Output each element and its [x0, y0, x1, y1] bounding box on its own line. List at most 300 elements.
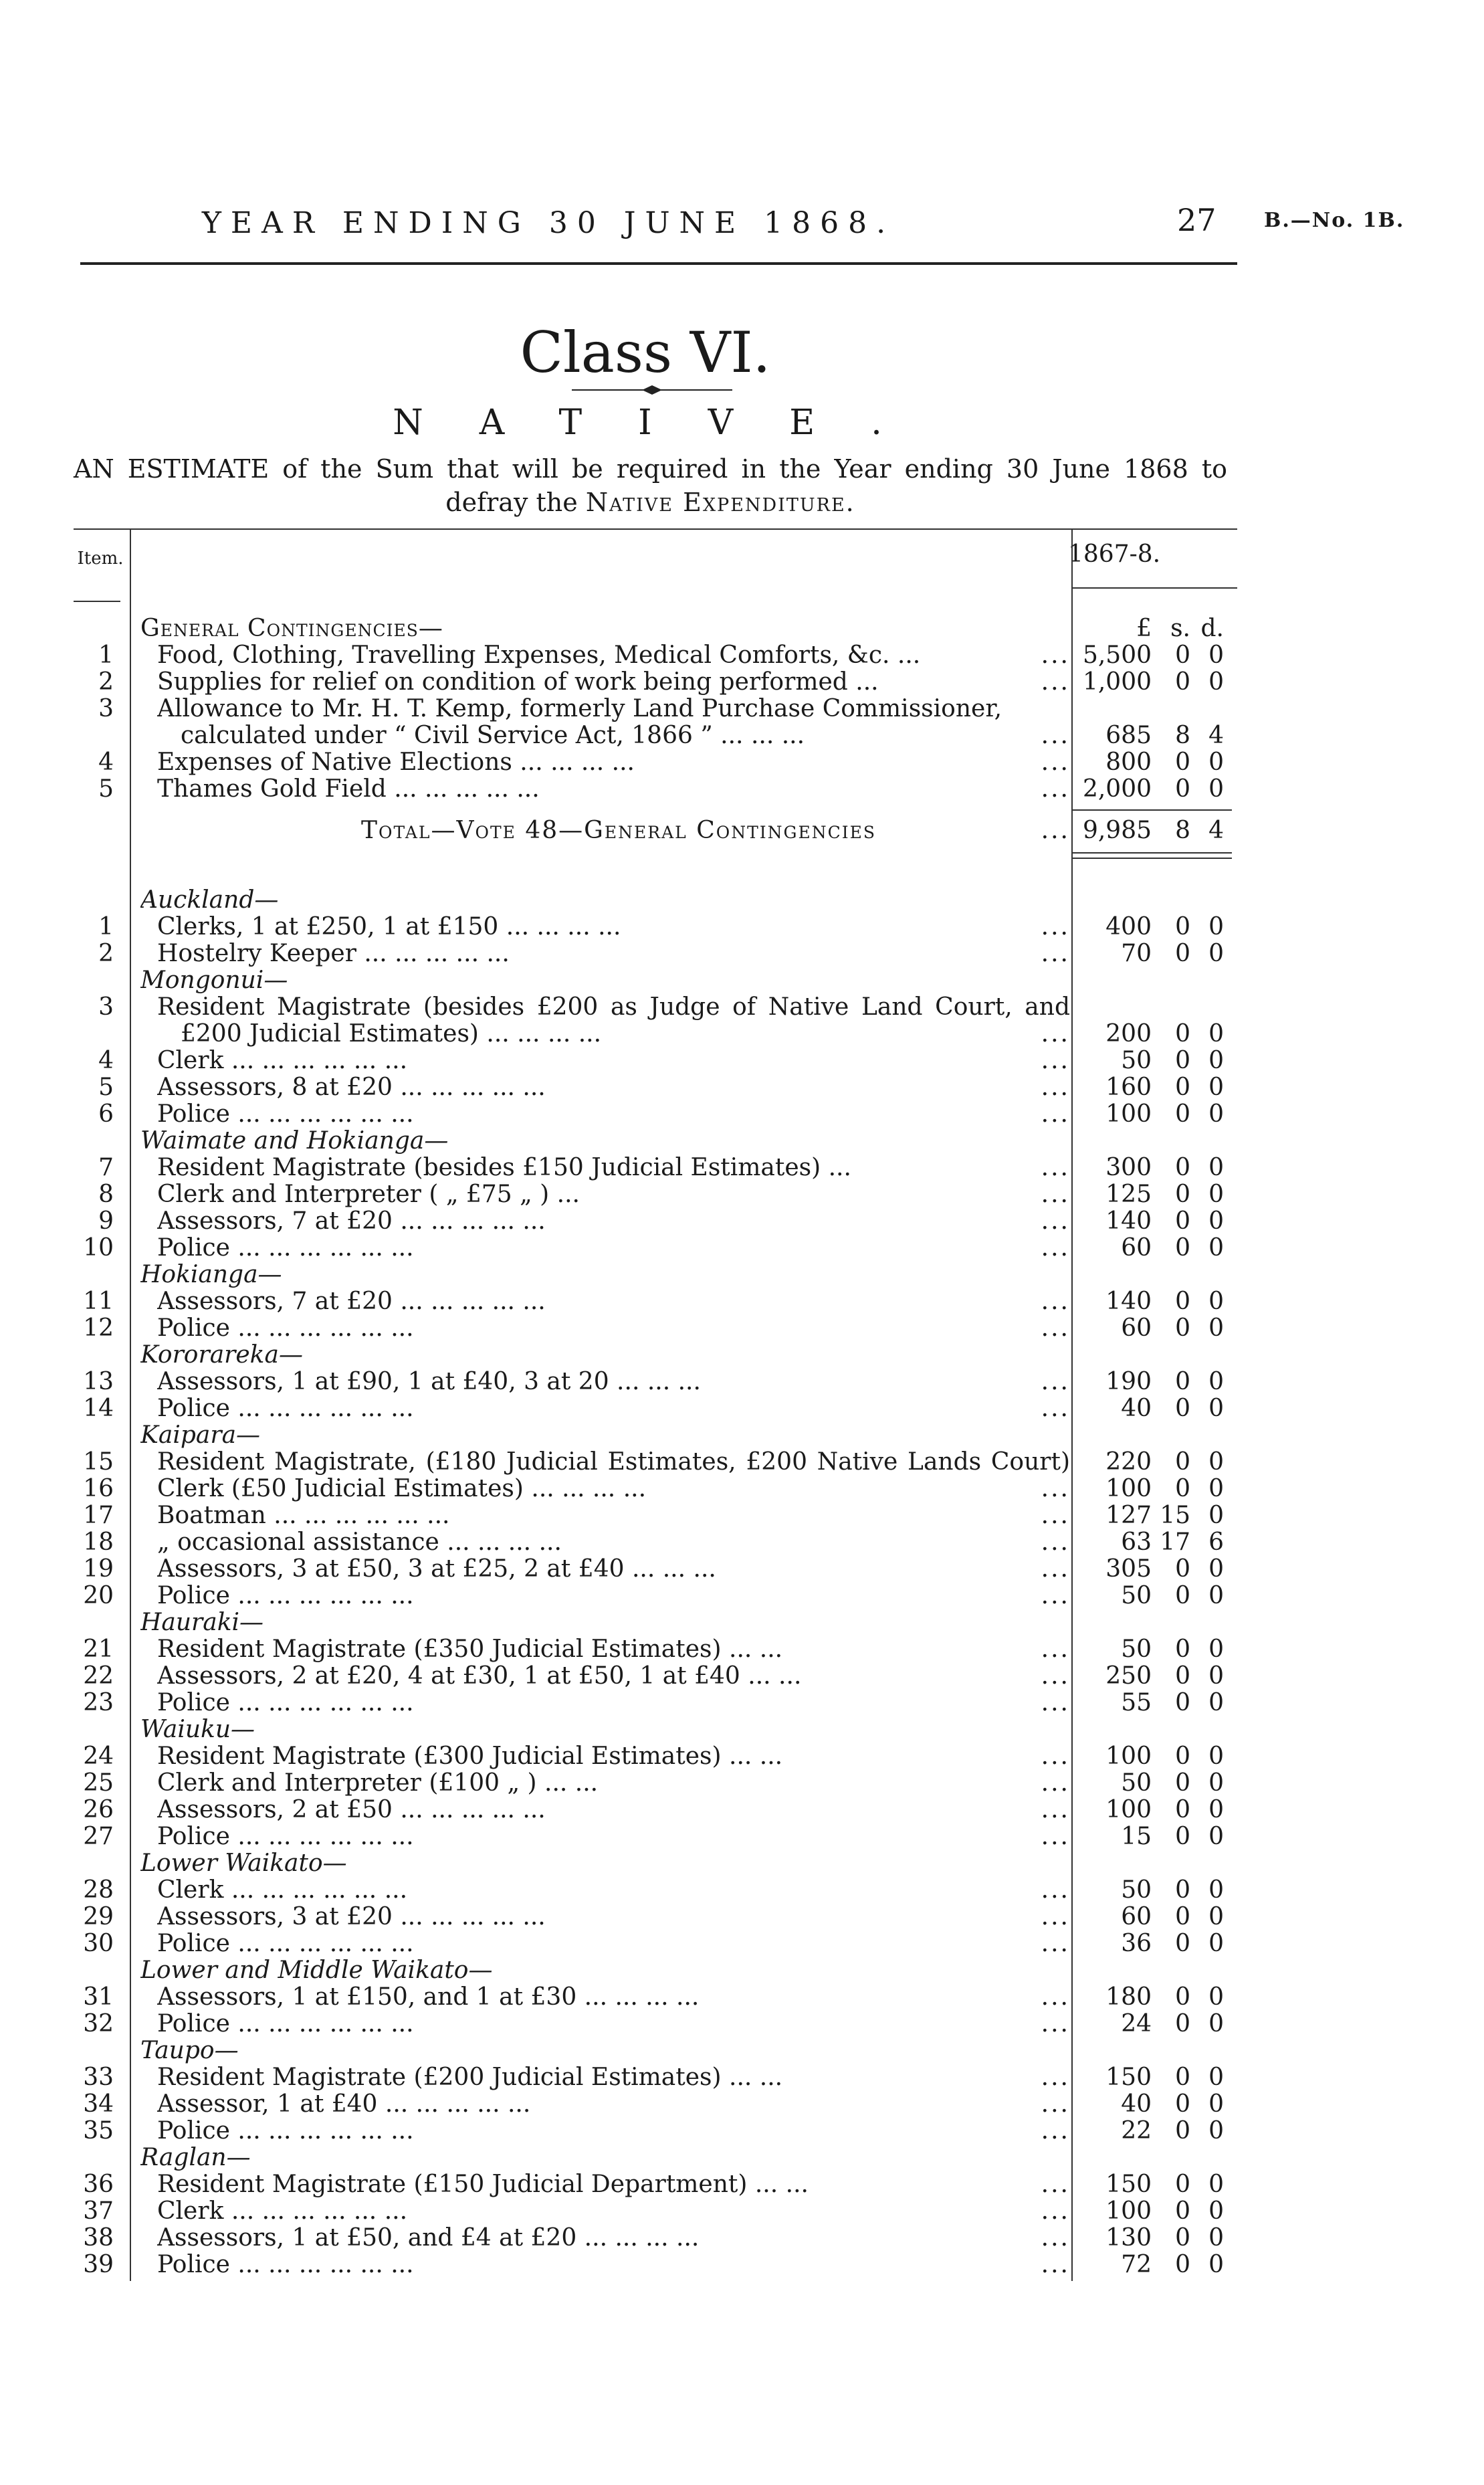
item-number: 23 — [83, 1689, 114, 1716]
item-number: 28 — [83, 1876, 114, 1904]
district-heading: Mongonui— — [140, 967, 288, 994]
amount-pence: 0 — [1208, 1769, 1224, 1797]
amount-pence: 0 — [1208, 668, 1224, 696]
subject-heading: NATIVE. — [393, 403, 938, 443]
amount-pence: 0 — [1208, 1234, 1224, 1262]
amount-pounds: 50 — [1121, 1582, 1152, 1609]
amount-pence: 0 — [1208, 1100, 1224, 1128]
amount-shillings: 0 — [1175, 1662, 1190, 1690]
item-number: 19 — [83, 1555, 114, 1583]
total-label: Total—Vote 48—General Contingencies — [361, 817, 877, 844]
table-row — [74, 2064, 1237, 2091]
leader-dots: ... — [1041, 913, 1070, 940]
amount-pence: 0 — [1208, 2117, 1224, 2145]
leader-dots: ... — [1041, 1047, 1070, 1074]
pounds-label: £ — [1136, 615, 1152, 642]
amount-pounds: 50 — [1121, 1769, 1152, 1797]
leader-dots: ... — [1041, 1020, 1070, 1048]
amount-pounds: 100 — [1105, 1796, 1152, 1823]
leader-dots: ... — [1041, 2171, 1070, 2198]
amount-pounds: 150 — [1105, 2064, 1152, 2091]
leader-dots: ... — [1041, 817, 1070, 844]
item-description: „ occasional assistance ... ... ... ... — [157, 1529, 562, 1556]
amount-pounds: 160 — [1105, 1074, 1152, 1101]
amount-shillings: 0 — [1175, 1368, 1190, 1395]
item-number: 30 — [83, 1930, 114, 1957]
district-heading: Taupo— — [140, 2037, 239, 2064]
amount-pence: 0 — [1208, 1743, 1224, 1770]
item-number: 26 — [83, 1796, 114, 1823]
item-description: Assessor, 1 at £40 ... ... ... ... ... — [157, 2091, 531, 2118]
amount-pounds: 55 — [1121, 1689, 1152, 1716]
table-row — [74, 2171, 1237, 2198]
section-heading: General Contingencies— — [140, 615, 443, 642]
item-description: Assessors, 8 at £20 ... ... ... ... ... — [157, 1074, 546, 1101]
item-number: 25 — [83, 1769, 114, 1797]
item-description: Clerk ... ... ... ... ... ... — [157, 1048, 408, 1074]
amount-pounds: 130 — [1105, 2224, 1152, 2252]
item-description: Assessors, 7 at £20 ... ... ... ... ... — [157, 1288, 546, 1315]
item-description: Assessors, 3 at £50, 3 at £25, 2 at £40 ... ... ... — [157, 1556, 716, 1583]
district-heading-row — [74, 2145, 1237, 2171]
amount-shillings: 0 — [1175, 940, 1190, 967]
item-number: 2 — [98, 668, 114, 696]
amount-pence: 0 — [1208, 2064, 1224, 2091]
item-description: Police ... ... ... ... ... ... — [157, 1395, 414, 1422]
item-description: Assessors, 3 at £20 ... ... ... ... ... — [157, 1904, 546, 1930]
item-description: Police ... ... ... ... ... ... — [157, 1583, 414, 1609]
table-row — [74, 1556, 1237, 1583]
amount-pounds: 685 — [1105, 722, 1152, 749]
item-number: 3 — [98, 993, 114, 1021]
table-row — [74, 1904, 1237, 1930]
amount-pounds: 50 — [1121, 1635, 1152, 1663]
amount-shillings: 0 — [1175, 2224, 1190, 2252]
table-row — [74, 1208, 1237, 1235]
amount-pounds: 150 — [1105, 2171, 1152, 2198]
leader-dots: ... — [1041, 1528, 1070, 1556]
running-title: YEAR ENDING 30 JUNE 1868. — [201, 206, 895, 240]
amount-shillings: 0 — [1175, 1154, 1190, 1181]
amount-pounds: 5,500 — [1082, 641, 1152, 669]
table-row — [74, 1021, 1237, 1048]
amount-shillings: 0 — [1175, 1555, 1190, 1583]
amount-pence: 0 — [1208, 2090, 1224, 2118]
amount-pounds: 250 — [1105, 1662, 1152, 1690]
amount-shillings: 0 — [1175, 1930, 1190, 1957]
amount-pence: 0 — [1208, 2251, 1224, 2278]
amount-shillings: 0 — [1175, 1314, 1190, 1342]
item-number: 22 — [83, 1662, 114, 1690]
amount-pence: 0 — [1208, 1502, 1224, 1529]
item-description: Supplies for relief on condition of work being performed ... — [157, 669, 879, 696]
page-number: 27 — [1177, 202, 1216, 238]
amount-pounds: 9,985 — [1082, 817, 1152, 844]
amount-shillings: 0 — [1175, 1448, 1190, 1476]
item-number: 36 — [83, 2171, 114, 2198]
amount-shillings: 0 — [1175, 1207, 1190, 1235]
amount-pence: 0 — [1208, 1154, 1224, 1181]
amount-pounds: 200 — [1105, 1020, 1152, 1048]
table-row — [74, 1930, 1237, 1957]
amount-pounds: 100 — [1105, 1100, 1152, 1128]
item-number: 37 — [83, 2197, 114, 2225]
amount-pounds: 220 — [1105, 1448, 1152, 1476]
amount-shillings: 0 — [1175, 668, 1190, 696]
amount-shillings: 0 — [1175, 1769, 1190, 1797]
item-description: Resident Magistrate (£300 Judicial Estimates) ... ... — [157, 1743, 783, 1770]
leader-dots: ... — [1041, 940, 1070, 967]
table-row — [74, 1823, 1237, 1850]
district-heading: Waimate and Hokianga— — [140, 1128, 449, 1155]
item-description: Food, Clothing, Travelling Expenses, Medical Comforts, &c. ... — [157, 642, 921, 669]
item-number: 27 — [83, 1823, 114, 1850]
amount-pounds: 63 — [1121, 1528, 1152, 1556]
amount-pounds: 300 — [1105, 1154, 1152, 1181]
item-description: Resident Magistrate (£350 Judicial Estimates) ... ... — [157, 1636, 783, 1663]
leader-dots: ... — [1041, 1876, 1070, 1904]
leader-dots: ... — [1041, 2117, 1070, 2145]
district-heading-row — [74, 1716, 1237, 1743]
amount-pence: 0 — [1208, 1368, 1224, 1395]
item-description: Clerk ... ... ... ... ... ... — [157, 2198, 408, 2225]
table-row — [74, 2225, 1237, 2252]
item-number: 5 — [98, 1074, 114, 1101]
item-description: Police ... ... ... ... ... ... — [157, 1690, 414, 1716]
item-description: Expenses of Native Elections ... ... ... ... — [157, 749, 635, 776]
table-row — [74, 1369, 1237, 1395]
header-rule — [80, 262, 1237, 265]
table-row — [74, 914, 1237, 940]
amount-shillings: 8 — [1175, 817, 1190, 844]
table-row — [74, 1048, 1237, 1074]
item-description: Clerk and Interpreter (£100 „ ) ... ... — [157, 1770, 599, 1797]
district-heading: Kororareka— — [140, 1342, 303, 1369]
amount-pounds: 400 — [1105, 913, 1152, 940]
amount-pounds: 1,000 — [1082, 668, 1152, 696]
amount-pounds: 70 — [1121, 940, 1152, 967]
leader-dots: ... — [1041, 1635, 1070, 1663]
leader-dots: ... — [1041, 668, 1070, 696]
amount-pence: 0 — [1208, 1582, 1224, 1609]
amount-shillings: 0 — [1175, 1823, 1190, 1850]
amount-pence: 0 — [1208, 641, 1224, 669]
leader-dots: ... — [1041, 1154, 1070, 1181]
amount-pounds: 190 — [1105, 1368, 1152, 1395]
leader-dots: ... — [1041, 1796, 1070, 1823]
amount-shillings: 0 — [1175, 1475, 1190, 1502]
district-heading-row — [74, 967, 1237, 994]
amount-shillings: 0 — [1175, 1983, 1190, 2011]
table-row — [74, 1529, 1237, 1556]
leader-dots: ... — [1041, 1314, 1070, 1342]
amount-shillings: 0 — [1175, 2197, 1190, 2225]
item-description: Clerk ... ... ... ... ... ... — [157, 1877, 408, 1904]
district-heading: Kaipara— — [140, 1422, 261, 1449]
amount-shillings: 0 — [1175, 2090, 1190, 2118]
leader-dots: ... — [1041, 1234, 1070, 1262]
item-number: 35 — [83, 2117, 114, 2145]
district-heading-row — [74, 1342, 1237, 1369]
item-number: 21 — [83, 1635, 114, 1663]
amount-pounds: 125 — [1105, 1181, 1152, 1208]
amount-pence: 0 — [1208, 1796, 1224, 1823]
amount-shillings: 0 — [1175, 1234, 1190, 1262]
item-number: 17 — [83, 1502, 114, 1529]
amount-pence: 0 — [1208, 1903, 1224, 1930]
amount-pounds: 22 — [1121, 2117, 1152, 2145]
leader-dots: ... — [1041, 1983, 1070, 2011]
table-row — [74, 2198, 1237, 2225]
leader-dots: ... — [1041, 1207, 1070, 1235]
amount-shillings: 15 — [1160, 1502, 1190, 1529]
table-row — [74, 1395, 1237, 1422]
table-row — [74, 1235, 1237, 1262]
item-number: 10 — [83, 1234, 114, 1262]
amount-pounds: 127 — [1105, 1502, 1152, 1529]
leader-dots: ... — [1041, 1582, 1070, 1609]
item-number: 18 — [83, 1528, 114, 1556]
amount-pounds: 72 — [1121, 2251, 1152, 2278]
leader-dots: ... — [1041, 1181, 1070, 1208]
amount-shillings: 0 — [1175, 1047, 1190, 1074]
amount-pounds: 50 — [1121, 1876, 1152, 1904]
leader-dots: ... — [1041, 1475, 1070, 1502]
table-row — [74, 669, 1237, 696]
item-description: £200 Judicial Estimates) ... ... ... ... — [181, 1021, 602, 1048]
amount-pounds: 305 — [1105, 1555, 1152, 1583]
table-row — [74, 696, 1237, 722]
table-row — [74, 1636, 1237, 1663]
amount-pence: 0 — [1208, 1074, 1224, 1101]
amount-pence: 4 — [1208, 722, 1224, 749]
shillings-label: s. — [1170, 615, 1190, 642]
amount-shillings: 0 — [1175, 2064, 1190, 2091]
leader-dots: ... — [1041, 1555, 1070, 1583]
pence-label: d. — [1200, 615, 1224, 642]
amount-pence: 0 — [1208, 2197, 1224, 2225]
leader-dots: ... — [1041, 1395, 1070, 1422]
item-number: 32 — [83, 2010, 114, 2037]
leader-dots: ... — [1041, 2224, 1070, 2252]
amount-shillings: 0 — [1175, 1796, 1190, 1823]
estimate-text: AN ESTIMATE of the Sum that will be required in the Year ending 30 June 1868 to defray the — [74, 454, 1227, 517]
item-description: Police ... ... ... ... ... ... — [157, 2252, 414, 2278]
item-number: 5 — [98, 775, 114, 803]
item-number: 1 — [98, 913, 114, 940]
item-description: Resident Magistrate (£200 Judicial Estimates) ... ... — [157, 2064, 783, 2091]
amount-pounds: 100 — [1105, 1743, 1152, 1770]
amount-shillings: 0 — [1175, 1689, 1190, 1716]
item-number: 20 — [83, 1582, 114, 1609]
leader-dots: ... — [1041, 2251, 1070, 2278]
amount-shillings: 0 — [1175, 1288, 1190, 1315]
amount-shillings: 0 — [1175, 2117, 1190, 2145]
district-heading: Raglan— — [140, 2145, 251, 2171]
item-number: 6 — [98, 1100, 114, 1128]
leader-dots: ... — [1041, 1368, 1070, 1395]
table-row — [74, 1476, 1237, 1502]
item-number: 34 — [83, 2090, 114, 2118]
item-description: Police ... ... ... ... ... ... — [157, 1101, 414, 1128]
amount-pounds: 140 — [1105, 1288, 1152, 1315]
item-description: Clerk (£50 Judicial Estimates) ... ... ... ... — [157, 1476, 647, 1502]
item-description: Resident Magistrate (besides £150 Judicial Estimates) ... — [157, 1155, 851, 1181]
item-description: Boatman ... ... ... ... ... ... — [157, 1502, 450, 1529]
amount-pence: 0 — [1208, 1689, 1224, 1716]
amount-pounds: 800 — [1105, 749, 1152, 776]
amount-shillings: 0 — [1175, 2010, 1190, 2037]
table-row — [74, 1315, 1237, 1342]
amount-pounds: 40 — [1121, 1395, 1152, 1422]
amount-pounds: 100 — [1105, 1475, 1152, 1502]
table-row — [74, 1101, 1237, 1128]
amount-pounds: 2,000 — [1082, 775, 1152, 803]
leader-dots: ... — [1041, 1743, 1070, 1770]
amount-pounds: 60 — [1121, 1903, 1152, 1930]
amount-pence: 0 — [1208, 1020, 1224, 1048]
item-number: 13 — [83, 1368, 114, 1395]
item-description: Clerks, 1 at £250, 1 at £150 ... ... ... ... — [157, 914, 621, 940]
item-number: 1 — [98, 641, 114, 669]
item-header-rule — [74, 601, 120, 602]
year-header-rule — [1071, 587, 1237, 589]
item-description: Assessors, 7 at £20 ... ... ... ... ... — [157, 1208, 546, 1235]
table-row — [74, 1583, 1237, 1609]
amount-shillings: 0 — [1175, 1020, 1190, 1048]
item-number: 29 — [83, 1903, 114, 1930]
amount-shillings: 0 — [1175, 1903, 1190, 1930]
leader-dots: ... — [1041, 1502, 1070, 1529]
leader-dots: ... — [1041, 1288, 1070, 1315]
table-row — [74, 1449, 1237, 1476]
item-description: Assessors, 2 at £50 ... ... ... ... ... — [157, 1797, 546, 1823]
amount-shillings: 0 — [1175, 775, 1190, 803]
district-heading: Lower Waikato— — [140, 1850, 347, 1877]
item-description: Assessors, 2 at £20, 4 at £30, 1 at £50, 1 at £40 ... ... — [157, 1663, 802, 1690]
amount-pence: 0 — [1208, 2171, 1224, 2198]
item-description: Resident Magistrate (besides £200 as Judge of Native Land Court, and — [157, 994, 1070, 1021]
table-row — [74, 2011, 1237, 2037]
item-number: 12 — [83, 1314, 114, 1342]
amount-shillings: 0 — [1175, 1074, 1190, 1101]
district-heading-row — [74, 1422, 1237, 1449]
item-description: Assessors, 1 at £150, and 1 at £30 ... ... ... ... — [157, 1984, 700, 2011]
leader-dots: ... — [1041, 641, 1070, 669]
item-number: 16 — [83, 1475, 114, 1502]
item-description: Resident Magistrate, (£180 Judicial Estimates, £200 Native Lands Court) — [157, 1449, 1070, 1476]
item-description: Resident Magistrate (£150 Judicial Department) ... ... — [157, 2171, 809, 2198]
table-row — [74, 1181, 1237, 1208]
table-row — [74, 1743, 1237, 1770]
amount-shillings: 0 — [1175, 1635, 1190, 1663]
amount-pounds: 60 — [1121, 1314, 1152, 1342]
table-row — [74, 2118, 1237, 2145]
amount-shillings: 17 — [1160, 1528, 1190, 1556]
item-description: Police ... ... ... ... ... ... — [157, 1315, 414, 1342]
item-number: 4 — [98, 1047, 114, 1074]
item-number: 9 — [98, 1207, 114, 1235]
leader-dots: ... — [1041, 1100, 1070, 1128]
estimate-table — [74, 528, 1237, 2294]
amount-shillings: 0 — [1175, 749, 1190, 776]
estimate-description — [74, 452, 1227, 519]
amount-pounds: 40 — [1121, 2090, 1152, 2118]
amount-shillings: 0 — [1175, 1582, 1190, 1609]
amount-shillings: 0 — [1175, 913, 1190, 940]
item-number: 7 — [98, 1154, 114, 1181]
total-double-rule — [1071, 852, 1232, 859]
amount-shillings: 0 — [1175, 2171, 1190, 2198]
total-row — [74, 817, 1237, 844]
amount-pence: 0 — [1208, 1288, 1224, 1315]
item-number: 38 — [83, 2224, 114, 2252]
item-description: calculated under “ Civil Service Act, 1866 ” ... ... ... — [181, 722, 805, 749]
table-row — [74, 642, 1237, 669]
amount-pence: 0 — [1208, 1448, 1224, 1476]
table-row — [74, 1984, 1237, 2011]
district-heading: Hokianga— — [140, 1262, 282, 1288]
item-number: 14 — [83, 1395, 114, 1422]
table-row — [74, 1690, 1237, 1716]
district-heading-row — [74, 1850, 1237, 1877]
leader-dots: ... — [1041, 1662, 1070, 1690]
amount-pounds: 36 — [1121, 1930, 1152, 1957]
item-description: Police ... ... ... ... ... ... — [157, 2118, 414, 2145]
amount-pence: 0 — [1208, 1475, 1224, 1502]
table-row — [74, 2091, 1237, 2118]
district-heading-row — [74, 887, 1237, 914]
table-row — [74, 776, 1237, 803]
amount-pence: 0 — [1208, 940, 1224, 967]
district-heading: Auckland— — [140, 887, 279, 914]
table-row — [74, 1663, 1237, 1690]
item-number: 39 — [83, 2251, 114, 2278]
leader-dots: ... — [1041, 1903, 1070, 1930]
leader-dots: ... — [1041, 1823, 1070, 1850]
amount-pence: 6 — [1208, 1528, 1224, 1556]
amount-pounds: 15 — [1121, 1823, 1152, 1850]
amount-pence: 0 — [1208, 2010, 1224, 2037]
leader-dots: ... — [1041, 722, 1070, 749]
amount-shillings: 0 — [1175, 641, 1190, 669]
amount-pence: 0 — [1208, 749, 1224, 776]
amount-shillings: 0 — [1175, 1876, 1190, 1904]
amount-pence: 4 — [1208, 817, 1224, 844]
leader-dots: ... — [1041, 2064, 1070, 2091]
item-description: Police ... ... ... ... ... ... — [157, 1823, 414, 1850]
table-top-rule — [74, 528, 1237, 530]
class-title: Class VI. — [520, 320, 771, 385]
leader-dots: ... — [1041, 749, 1070, 776]
year-column-header: 1867-8. — [1068, 540, 1161, 568]
amount-pence: 0 — [1208, 1823, 1224, 1850]
amount-pence: 0 — [1208, 1047, 1224, 1074]
item-description: Thames Gold Field ... ... ... ... ... — [157, 776, 540, 803]
estimate-expenditure: Native Expenditure. — [585, 488, 855, 517]
item-number: 24 — [83, 1743, 114, 1770]
district-heading: Waiuku— — [140, 1716, 255, 1743]
table-row — [74, 1877, 1237, 1904]
amount-pence: 0 — [1208, 913, 1224, 940]
currency-header-row — [74, 615, 1237, 642]
item-number: 3 — [98, 695, 114, 722]
item-description: Police ... ... ... ... ... ... — [157, 2011, 414, 2037]
amount-pence: 0 — [1208, 1662, 1224, 1690]
amount-pounds: 140 — [1105, 1207, 1152, 1235]
district-heading-row — [74, 1262, 1237, 1288]
leader-dots: ... — [1041, 775, 1070, 803]
